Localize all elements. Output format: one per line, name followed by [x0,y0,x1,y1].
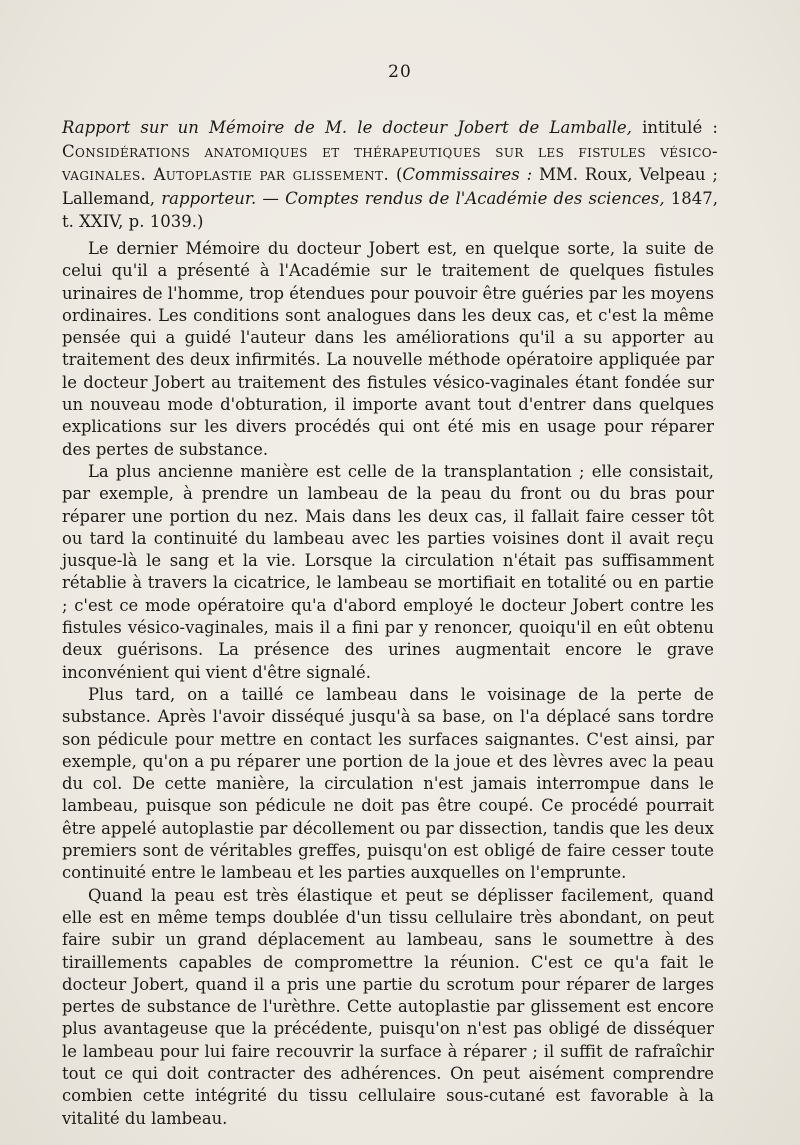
intitule-text: intitulé : [631,118,718,137]
paragraph: Quand la peau est très élastique et peut se déplisser facilement, quand elle est en même temps doublée d'un tissu cellulaire très abondant, on peut faire subir un grand déplacement au lambeau, sans le soumettre à des tiraillements capables de compromettre la réunion. C'est ce qu'a fait le docteur Jobert, quand il a pris une partie du scrotum pour réparer de larges pertes de substance de l'urèthre. Cette autoplastie par glissement est encore plus avantageuse que la précédente, puisqu'on n'est pas obligé de disséquer le lambeau pour lui faire recouvrir la surface à réparer ; il suffit de rafraîchir tout ce qui doit contracter des adhérences. On peut aisément comprendre combien cette intégrité du tissu cellulaire sous-cutané est favorable à la vitalité du lambeau. [62,885,714,1128]
commissaires-open: ( [389,165,403,184]
memoir-title-smallcaps: Considérations anatomiques et thérapeutiques sur les fistules vésico-vaginales. Autoplastie par glissement. [62,141,718,184]
report-title-italic: Rapport sur un Mémoire de M. le docteur Jobert de Lamballe, [62,118,632,137]
body-text [62,238,714,1130]
paragraph: Plus tard, on a taillé ce lambeau dans le voisinage de la perte de substance. Après l'avoir disséqué jusqu'à sa base, on l'a déplacé sans tordre son pédicule pour mettre en contact les surfaces saignantes. C'est ainsi, par exemple, qu'on a pu réparer une portion de la joue et des lèvres avec la peau du col. De cette manière, la circulation n'est jamais interrompue dans le lambeau, puisque son pédicule ne doit pas être coupé. Ce procédé pourrait être appelé autoplastie par décollement ou par dissection, tandis que les deux premiers sont de véritables greffes, puisqu'on est obligé de faire cesser toute continuité entre le lambeau et les parties auxquelles on l'emprunte. [62,684,714,883]
paragraph: Le dernier Mémoire du docteur Jobert est, en quelque sorte, la suite de celui qu'il a présenté à l'Académie sur le traitement de quelques fistules urinaires de l'homme, trop étendues pour pouvoir être guéries par les moyens ordinaires. Les conditions sont analogues dans les deux cas, et c'est la même pensée qui a guidé l'auteur dans les améliorations qu'il a su apporter au traitement des deux infirmités. La nouvelle méthode opératoire appliquée par le docteur Jobert au traitement des fistules vésico-vaginales étant fondée sur un nouveau mode d'obturation, il importe avant tout d'entrer dans quelques explications sur les divers procédés qui ont été mis en usage pour réparer des pertes de substance. [62,239,714,459]
commissaires-label: Commissaires : [402,165,533,184]
report-citation-header [62,116,718,234]
page-number: 20 [388,62,412,82]
commissaires-names: MM. Roux, Velpeau ; Lallemand, [62,165,718,208]
paragraph: La plus ancienne manière est celle de la transplantation ; elle consistait, par exemple, à prendre un lambeau de la peau du front ou du bras pour réparer une portion du nez. Mais dans les deux cas, il fallait faire cesser tôt ou tard la continuité du lambeau avec les parties voisines dont il avait reçu jusque-là le sang et la vie. Lorsque la circulation n'était pas suffisamment rétablie à travers la cicatrice, le lambeau se mortifiait en totalité ou en partie ; c'est ce mode opératoire qu'a d'abord employé le docteur Jobert contre les fistules vésico-vaginales, mais il a fini par y renoncer, quoiqu'il en eût obtenu deux guérisons. La présence des urines augmentait encore le grave inconvénient qui vient d'être signalé. [62,461,714,682]
citation-volume: 1847, t. XXIV, p. 1039.) [62,188,718,231]
rapporteur-source: rapporteur. — Comptes rendus de l'Académie des sciences, [161,188,665,208]
